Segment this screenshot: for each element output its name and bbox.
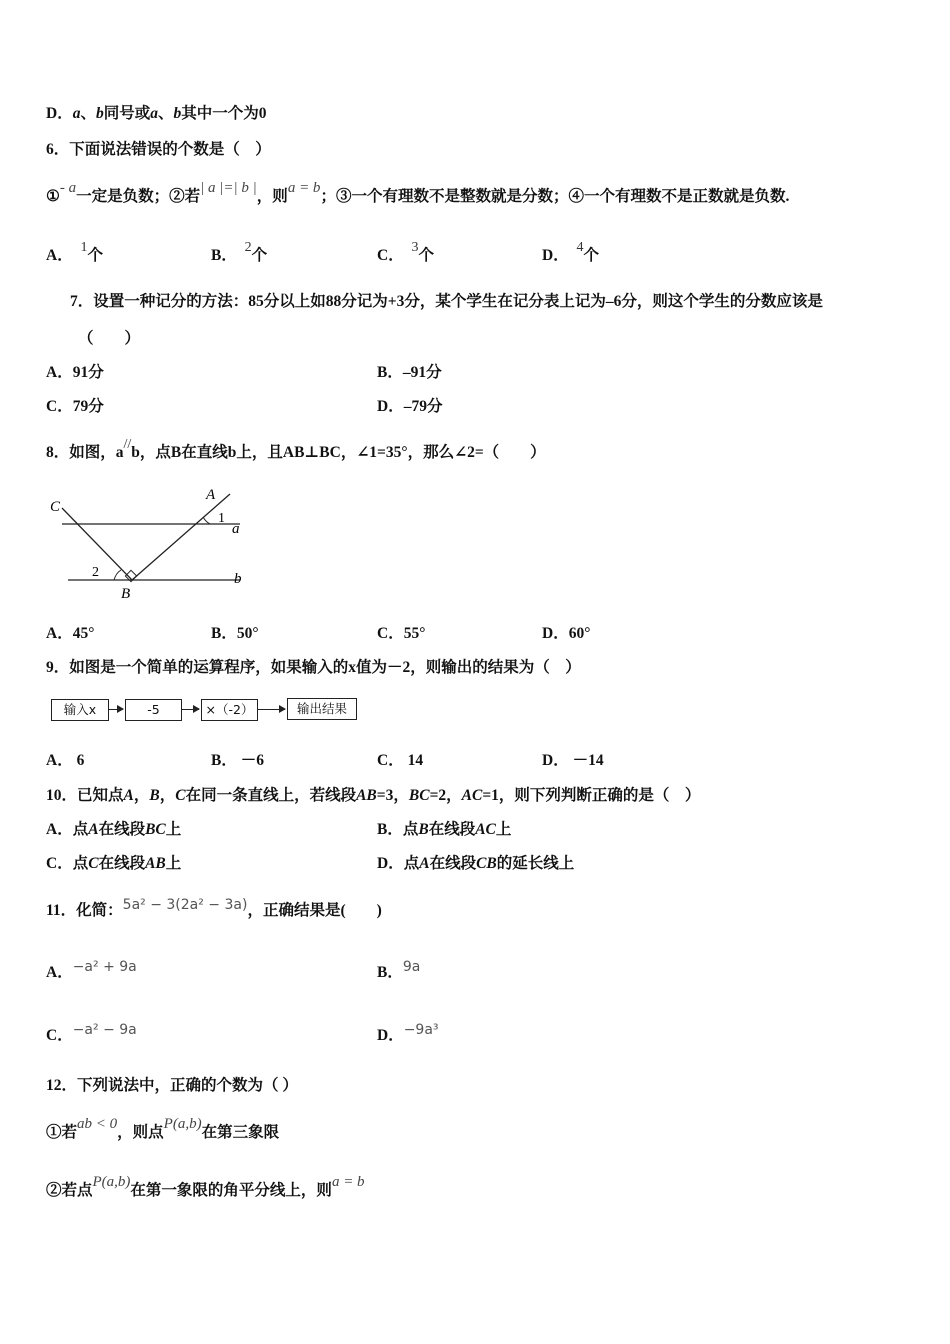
q12-statement-2: ②若点P(a,b)在第一象限的角平分线上，则a = b [46,1174,365,1199]
q7-option-b: B．–91分 [377,364,442,381]
q6-option-d: D． 4个 [542,240,599,264]
q11-option-c: C．−a² − 9a [46,1022,137,1044]
q8-option-b: B．50° [211,625,259,642]
label-c: C [50,499,61,515]
flow-arrow [257,709,285,710]
q6-option-b: B． 2个 [211,240,268,264]
q12-statement-1: ①若ab < 0，则点P(a,b)在第三象限 [46,1116,280,1141]
q10-option-c: C．点C在线段AB上 [46,855,182,872]
q6-stem: 6．下面说法错误的个数是（ ） [46,141,271,158]
label-angle-2: 2 [92,565,99,580]
q7-stem-line1: 7．设置一种记分的方法：85分以上如88分记为+3分，某个学生在记分表上记为–6分，则这个学生的分数应该是 [70,293,823,310]
label-b-point: B [121,586,131,602]
q12-stem: 12．下列说法中，正确的个数为（ ） [46,1077,298,1094]
flow-multiply-box: ×（-2） [201,699,258,721]
q6-option-c: C． 3个 [377,240,434,264]
q7-stem-line2: （ ） [78,330,141,347]
q11-stem: 11．化简：5a² − 3(2a² − 3a)，正确结果是( ) [46,897,382,919]
q8-stem: 8．如图，a//b，点B在直线b上，且AB⊥BC，∠1=35°，那么∠2=（ ） [46,437,546,461]
label-a-point: A [206,487,216,503]
q11-option-d: D．−9a³ [377,1022,439,1044]
q9-option-d: D． －14 [542,752,604,769]
q8-option-d: D．60° [542,625,591,642]
q10-option-a: A．点A在线段BC上 [46,821,182,838]
q10-option-b: B．点B在线段AC上 [377,821,512,838]
flow-output-box: 输出结果 [287,698,357,720]
q8-option-a: A．45° [46,625,95,642]
q9-option-c: C． 14 [377,752,424,769]
q10-option-d: D．点A在线段CB的延长线上 [377,855,575,872]
q6-option-a: A． 1个 [46,240,103,264]
q10-stem: 10．已知点A，B，C在同一条直线上，若线段AB=3，BC=2，AC=1，则下列判断正确的是（ ） [46,787,701,804]
angle-1-arc [203,517,210,524]
flow-input-box: 输入x [51,699,109,721]
q8-figure [44,484,254,602]
flow-arrow [108,709,123,710]
angle-2-arc [114,570,121,580]
q5-option-d: D．a、b同号或a、b其中一个为0 [46,105,267,122]
q9-option-b: B． －6 [211,752,264,769]
q9-stem: 9．如图是一个简单的运算程序，如果输入的x值为－2，则输出的结果为（ ） [46,659,581,676]
q7-option-c: C．79分 [46,398,104,415]
label-line-a: a [232,521,240,537]
q7-option-d: D．–79分 [377,398,443,415]
flow-arrow [181,709,199,710]
q9-option-a: A． 6 [46,752,85,769]
q11-option-a: A．−a² + 9a [46,959,137,981]
label-angle-1: 1 [218,511,225,526]
q7-option-a: A．91分 [46,364,104,381]
flow-subtract-box: -5 [125,699,182,721]
q6-statements: ①- a一定是负数；②若| a |=| b |，则a = b；③一个有理数不是整数就是分数；④一个有理数不是正数就是负数. [46,180,790,205]
q8-option-c: C．55° [377,625,426,642]
segment-ba [132,494,230,580]
q11-option-b: B．9a [377,959,421,981]
label-line-b: b [234,571,242,587]
